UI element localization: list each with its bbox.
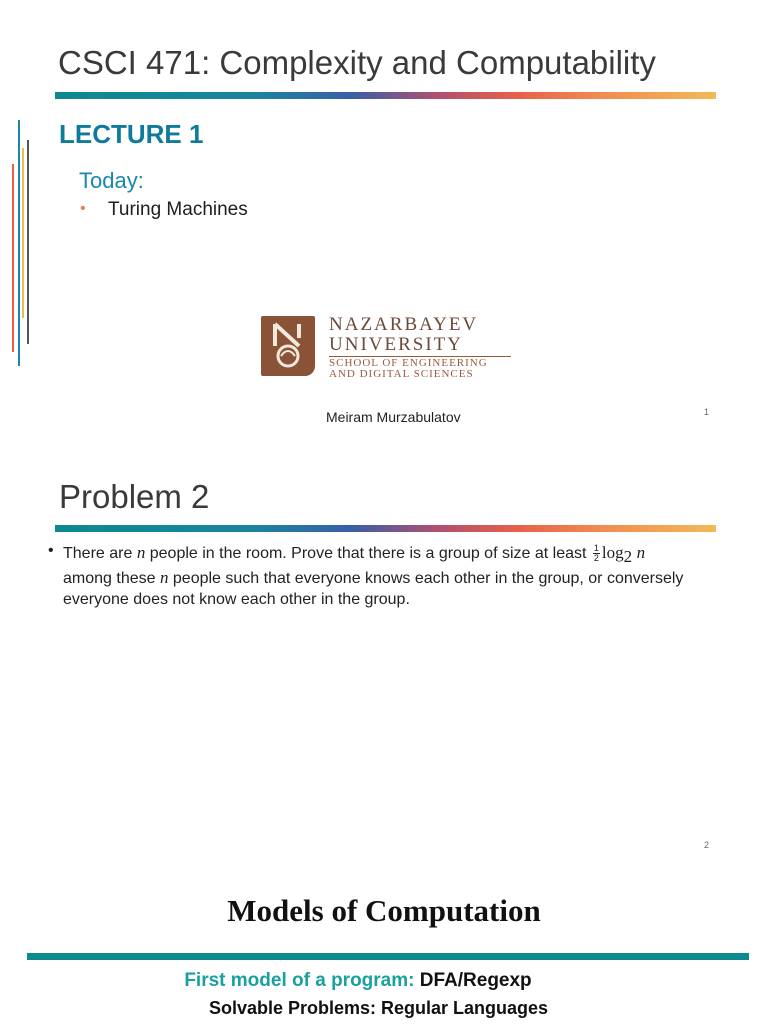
decor-line-orange (22, 148, 24, 318)
decor-line-gray (27, 140, 29, 344)
slide2-title-underline (55, 525, 716, 532)
slide3-title-underline (27, 953, 749, 960)
lecture-heading: LECTURE 1 (59, 119, 204, 149)
page-number-2: 2 (704, 840, 710, 850)
first-model-label: First model of a program: (184, 970, 420, 991)
problem-statement (63, 542, 743, 610)
slide3-title: Models of Computation (227, 893, 541, 928)
math-var-n: n (136, 543, 146, 562)
today-label: Today: (79, 168, 144, 193)
bullet-marker: • (80, 200, 86, 217)
problem-text-part1: There are (63, 545, 137, 562)
fraction-numerator: 1 (593, 543, 599, 554)
first-model-line (0, 970, 716, 992)
math-log: log (601, 543, 624, 562)
math-var-n-3: n (159, 568, 169, 588)
slide1-title-underline (55, 92, 716, 99)
math-fraction (593, 544, 600, 563)
decor-line-red (12, 164, 14, 352)
page-number-1: 1 (704, 407, 710, 417)
slide2-title: Problem 2 (59, 478, 210, 515)
university-logo-icon (261, 316, 315, 376)
fraction-denominator: 2 (593, 553, 599, 564)
decor-line-blue (18, 120, 20, 366)
university-name-line1: NAZARBAYEV (329, 314, 479, 335)
school-name-line2: AND DIGITAL SCIENCES (329, 368, 474, 380)
school-name (329, 358, 488, 380)
problem-text-part2: people in the room. Prove that there is a group of size at least (145, 545, 591, 562)
first-model-value: DFA/Regexp (419, 970, 532, 991)
university-name (329, 315, 478, 355)
slide1-title: CSCI 471: Complexity and Computability (58, 44, 656, 81)
problem-text-part4: people such that everyone knows each other in the group, or conversely everyone does not know each other in the group. (63, 570, 684, 609)
problem-bullet-marker: • (48, 542, 54, 559)
math-log-base: 2 (623, 547, 633, 567)
problem-text-part3: among these (63, 570, 160, 588)
bullet-item: Turing Machines (108, 199, 248, 220)
solvable-problems-line: Solvable Problems: Regular Languages (208, 998, 549, 1018)
university-name-line2: UNIVERSITY (329, 334, 463, 355)
school-name-line1: SCHOOL OF ENGINEERING (329, 357, 488, 369)
math-var-n-2: n (636, 543, 646, 562)
author-name: Meiram Murzabulatov (326, 409, 461, 425)
